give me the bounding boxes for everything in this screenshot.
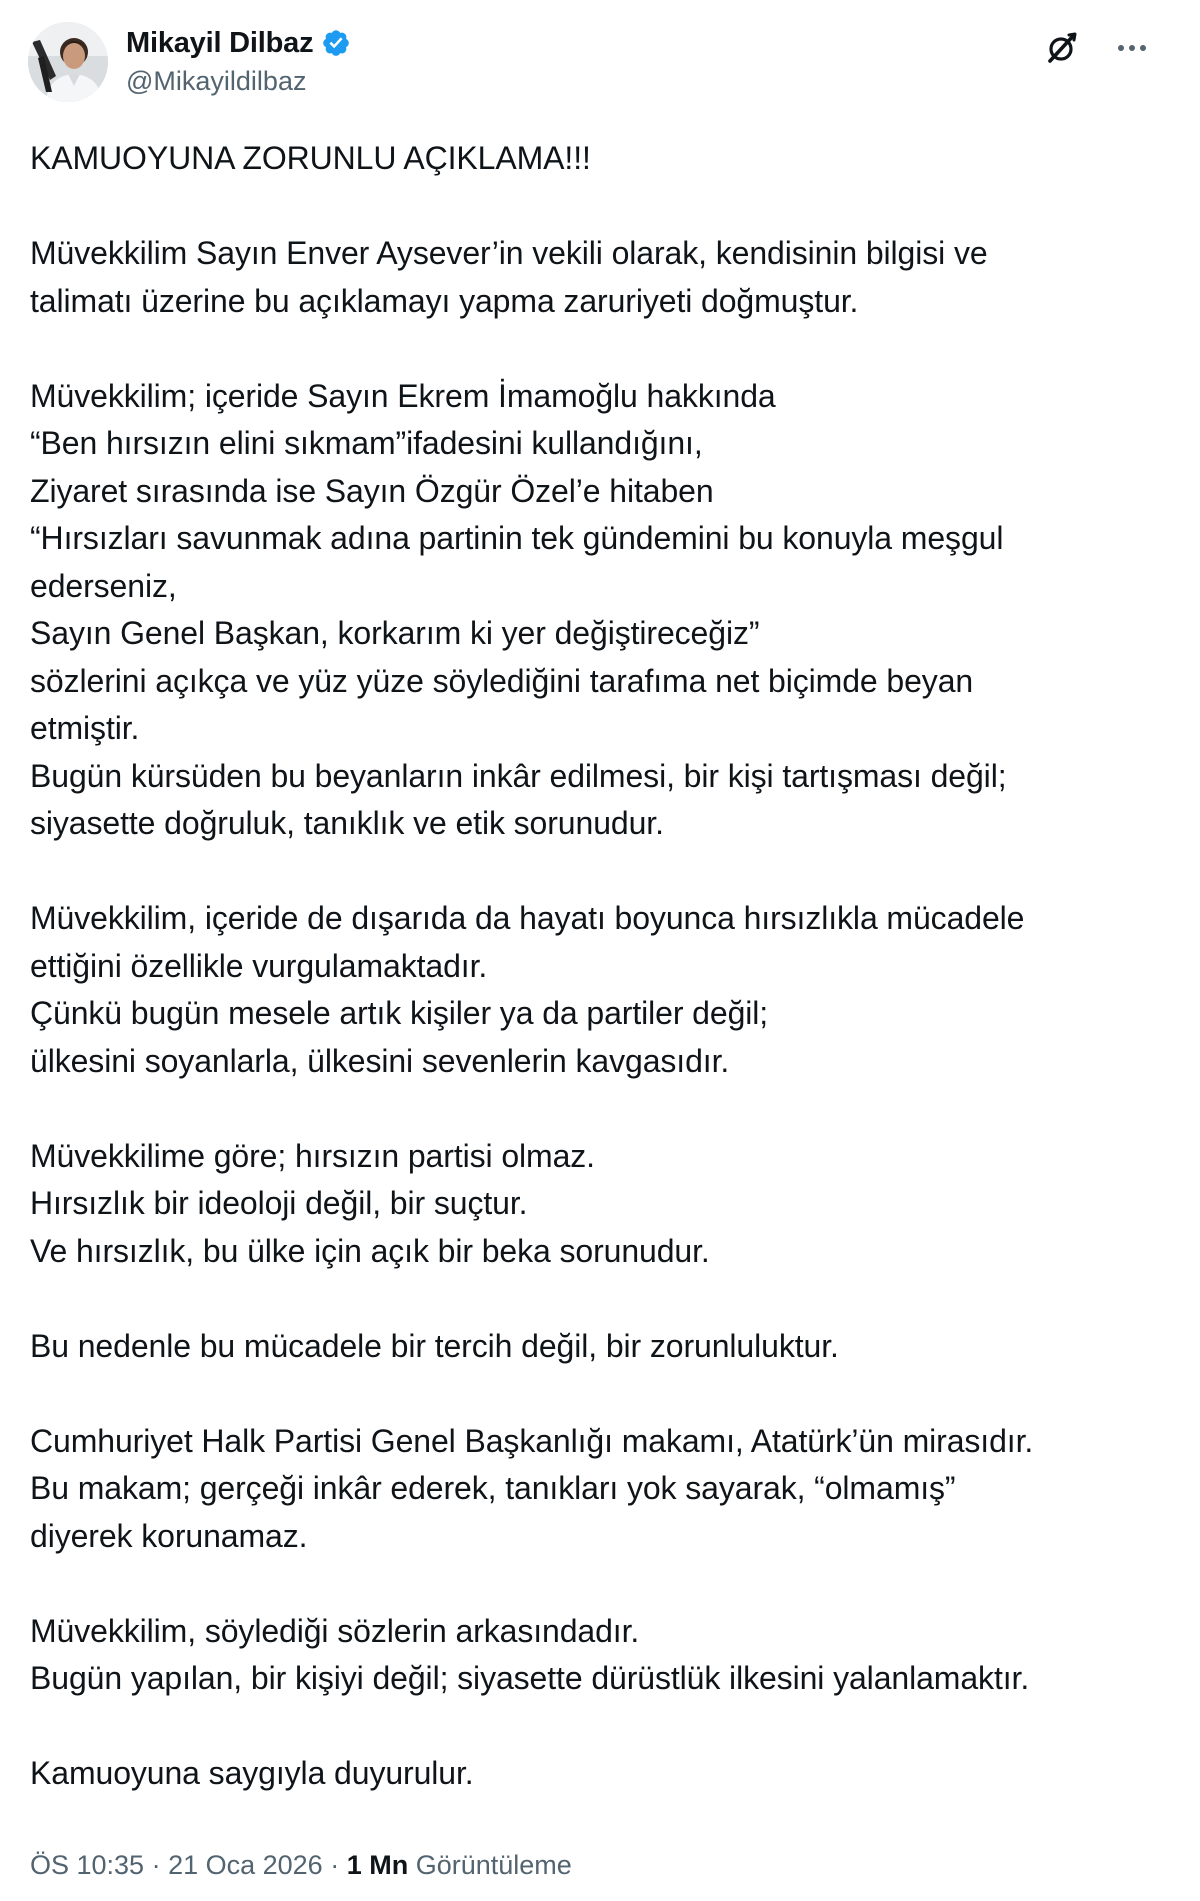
tweet-text-line: etmiştir. <box>30 710 140 746</box>
tweet-text-line: Çünkü bugün mesele artık kişiler ya da partiler değil; <box>30 995 769 1031</box>
meta-separator: · <box>322 1850 347 1880</box>
tweet-text-line: sözlerini açıkça ve yüz yüze söylediğini tarafıma net biçimde beyan <box>30 662 974 699</box>
tweet-text-line: talimatı üzerine bu açıklamayı yapma zaruriyeti doğmuştur. <box>30 282 859 319</box>
tweet-text-line: siyasette doğruluk, tanıklık ve etik sorunudur. <box>30 805 664 841</box>
views-label: Görüntüleme <box>408 1850 572 1880</box>
blank-line <box>30 1560 1170 1608</box>
tweet-text-line: Cumhuriyet Halk Partisi Genel Başkanlığı makamı, Atatürk’ün mirasıdır. <box>30 1422 1034 1459</box>
tweet-text-line: Bugün yapılan, bir kişiyi değil; siyasette dürüstlük ilkesini yalanlamaktır. <box>30 1660 1030 1696</box>
tweet-text-line: Müvekkilim Sayın Enver Aysever’in vekili olarak, kendisinin bilgisi ve <box>30 235 988 271</box>
tweet-text-line: Bu makam; gerçeği inkâr ederek, tanıkları yok sayarak, “olmamış” <box>30 1470 956 1506</box>
tweet-text-line: Müvekkilim; içeride Sayın Ekrem İmamoğlu hakkında <box>30 377 776 414</box>
blank-line <box>30 848 1170 896</box>
tweet-text-line: KAMUOYUNA ZORUNLU AÇIKLAMA!!! <box>30 140 591 176</box>
tweet-text-line: Sayın Genel Başkan, korkarım ki yer değiştireceğiz” <box>30 615 760 651</box>
tweet-text-line: Bu nedenle bu mücadele bir tercih değil, bir zorunluluktur. <box>30 1327 839 1364</box>
blank-line <box>30 1370 1170 1418</box>
avatar[interactable] <box>28 22 108 102</box>
grok-icon[interactable] <box>1042 28 1082 68</box>
tweet-text-line: Ve hırsızlık, bu ülke için açık bir beka sorunudur. <box>30 1232 710 1269</box>
blank-line <box>30 1275 1170 1323</box>
tweet-text-line: diyerek korunamaz. <box>30 1517 308 1554</box>
tweet-text-line: ettiğini özellikle vurgulamaktadır. <box>30 947 488 984</box>
tweet-text-line: Ziyaret sırasında ise Sayın Özgür Özel’e hitaben <box>30 472 714 509</box>
blank-line <box>30 1703 1170 1751</box>
tweet-text-line: “Hırsızları savunmak adına partinin tek gündemini bu konuyla meşgul <box>30 520 1004 556</box>
tweet-text-line: Müvekkilime göre; hırsızın partisi olmaz. <box>30 1137 595 1174</box>
verified-badge-icon <box>321 28 351 58</box>
tweet-header <box>28 22 1172 102</box>
tweet-date[interactable]: 21 Oca 2026 <box>168 1850 323 1880</box>
more-horizontal-icon[interactable] <box>1112 28 1152 68</box>
meta-separator: · <box>144 1850 169 1880</box>
tweet-time[interactable]: ÖS 10:35 <box>30 1850 145 1880</box>
avatar-photo-icon <box>28 22 108 102</box>
tweet-text-line: “Ben hırsızın elini sıkmam”ifadesini kullandığını, <box>30 425 703 461</box>
display-name[interactable]: Mikayil Dilbaz <box>126 26 314 59</box>
blank-line <box>30 1085 1170 1133</box>
tweet-text-line: Hırsızlık bir ideoloji değil, bir suçtur. <box>30 1185 528 1221</box>
tweet-text-line: Müvekkilim, içeride de dışarıda da hayatı boyunca hırsızlıkla mücadele <box>30 900 1025 936</box>
user-handle[interactable]: @Mikayildilbaz <box>126 66 307 96</box>
tweet-text-line: Bugün kürsüden bu beyanların inkâr edilmesi, bir kişi tartışması değil; <box>30 757 1007 794</box>
tweet-text-line: Kamuoyuna saygıyla duyurulur. <box>30 1755 474 1791</box>
tweet-text-line: ederseniz, <box>30 567 177 604</box>
tweet-text-line: Müvekkilim, söylediği sözlerin arkasındadır. <box>30 1612 640 1649</box>
blank-line <box>30 325 1170 373</box>
tweet-text-line: ülkesini soyanlarla, ülkesini sevenlerin kavgasıdır. <box>30 1042 730 1079</box>
blank-line <box>30 183 1170 231</box>
tweet-text <box>30 135 1170 1798</box>
views-count: 1 Mn <box>346 1850 409 1880</box>
name-row <box>126 26 351 60</box>
tweet-meta <box>30 1850 572 1881</box>
